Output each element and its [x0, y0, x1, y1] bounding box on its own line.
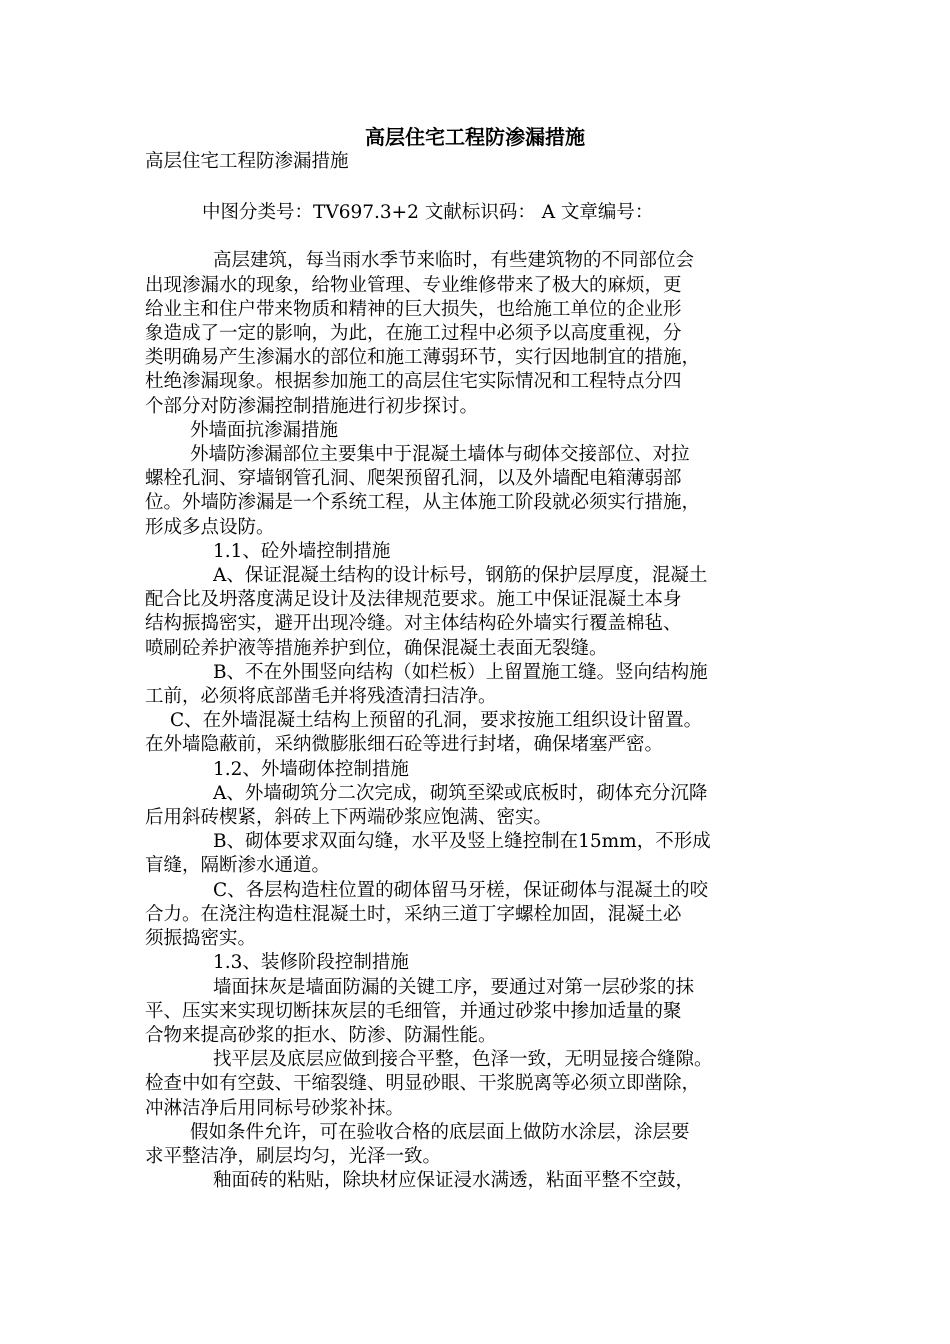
classification-line: 中图分类号：TV697.3+2 文献标识码： A 文章编号：: [202, 202, 654, 224]
paragraph-line: 找平层及底层应做到接合平整，色泽一致，无明显接合缝隙。: [213, 1049, 713, 1071]
paragraph-line: C、各层构造柱位置的砌体留马牙槎，保证砌体与混凝土的咬: [213, 879, 709, 901]
paragraph-line: 釉面砖的粘贴，除块材应保证浸水满透，粘面平整不空鼓，: [213, 1170, 695, 1192]
paragraph-line: 形成多点设防。: [145, 516, 275, 538]
subsection-heading: 1.3、装修阶段控制措施: [213, 952, 409, 974]
paragraph-line: 合物来提高砂浆的拒水、防渗、防漏性能。: [145, 1024, 497, 1046]
paragraph-line: B、砌体要求双面勾缝，水平及竖上缝控制在15mm，不形成: [213, 831, 711, 853]
paragraph-line: 个部分对防渗漏控制措施进行初步探讨。: [145, 395, 479, 417]
paragraph-line: 喷刷砼养护液等措施养护到位，确保混凝土表面无裂缝。: [145, 637, 608, 659]
paragraph-line: B、不在外围竖向结构（如栏板）上留置施工缝。竖向结构施: [213, 661, 708, 683]
paragraph-line: 后用斜砖楔紧，斜砖上下两端砂浆应饱满、密实。: [145, 807, 553, 829]
paragraph-line: 象造成了一定的影响，为此，在施工过程中必须予以高度重视，分: [145, 323, 682, 345]
paragraph-line: 螺栓孔洞、穿墙钢管孔洞、爬架预留孔洞，以及外墙配电箱薄弱部: [145, 468, 682, 490]
paragraph-line: A、保证混凝土结构的设计标号，钢筋的保护层厚度，混凝土: [213, 565, 708, 587]
paragraph-line: 杜绝渗漏现象。根据参加施工的高层住宅实际情况和工程特点分四: [145, 371, 682, 393]
paragraph-line: 出现渗漏水的现象，给物业管理、专业维修带来了极大的麻烦，更: [145, 274, 682, 296]
document-body: [145, 150, 810, 1193]
paragraph-line: 给业主和住户带来物质和精神的巨大损失，也给施工单位的企业形: [145, 298, 682, 320]
paragraph-line: 冲淋洁净后用同标号砂浆补抹。: [145, 1097, 405, 1119]
section-heading: 外墙面抗渗漏措施: [190, 419, 339, 441]
paragraph-line: A、外墙砌筑分二次完成，砌筑至梁或底板时，砌体充分沉降: [213, 782, 708, 804]
paragraph-line: 工前，必须将底部凿毛并将残渣清扫洁净。: [145, 686, 497, 708]
document-title: 高层住宅工程防渗漏措施: [365, 125, 585, 149]
paragraph-line: 检查中如有空鼓、干缩裂缝、明显砂眼、干浆脱离等必须立即凿除，: [145, 1073, 701, 1095]
subtitle: 高层住宅工程防渗漏措施: [145, 151, 349, 172]
paragraph-line: 须振捣密实。: [145, 928, 257, 950]
paragraph-line: 墙面抹灰是墙面防漏的关键工序，要通过对第一层砂浆的抹: [213, 976, 695, 998]
paragraph-line: 外墙防渗漏部位主要集中于混凝土墙体与砌体交接部位、对拉: [190, 444, 690, 466]
paragraph-line: 求平整洁净，刷层均匀，光泽一致。: [145, 1145, 442, 1167]
subsection-heading: 1.2、外墙砌体控制措施: [213, 758, 409, 780]
paragraph-line: 在外墙隐蔽前，采纳微膨胀细石砼等进行封堵，确保堵塞严密。: [145, 734, 664, 756]
paragraph-line: 平、压实来实现切断抹灰层的毛细管，并通过砂浆中掺加适量的聚: [145, 1000, 682, 1022]
paragraph-line: 结构振捣密实，避开出现冷缝。对主体结构砼外墙实行覆盖棉毡、: [145, 613, 682, 635]
paragraph-line: 高层建筑，每当雨水季节来临时，有些建筑物的不同部位会: [213, 250, 695, 272]
paragraph-line: 假如条件允许，可在验收合格的底层面上做防水涂层，涂层要: [190, 1121, 690, 1143]
paragraph-line: 位。外墙防渗漏是一个系统工程，从主体施工阶段就必须实行措施，: [145, 492, 701, 514]
paragraph-line: C、在外墙混凝土结构上预留的孔洞，要求按施工组织设计留置。: [170, 710, 703, 732]
paragraph-line: 配合比及坍落度满足设计及法律规范要求。施工中保证混凝土本身: [145, 589, 682, 611]
paragraph-line: 类明确易产生渗漏水的部位和施工薄弱环节，实行因地制宜的措施，: [145, 347, 701, 369]
subsection-heading: 1.1、砼外墙控制措施: [213, 540, 391, 562]
paragraph-line: 盲缝，隔断渗水通道。: [145, 855, 331, 877]
paragraph-line: 合力。在浇注构造柱混凝土时，采纳三道丁字螺栓加固，混凝土必: [145, 903, 682, 925]
